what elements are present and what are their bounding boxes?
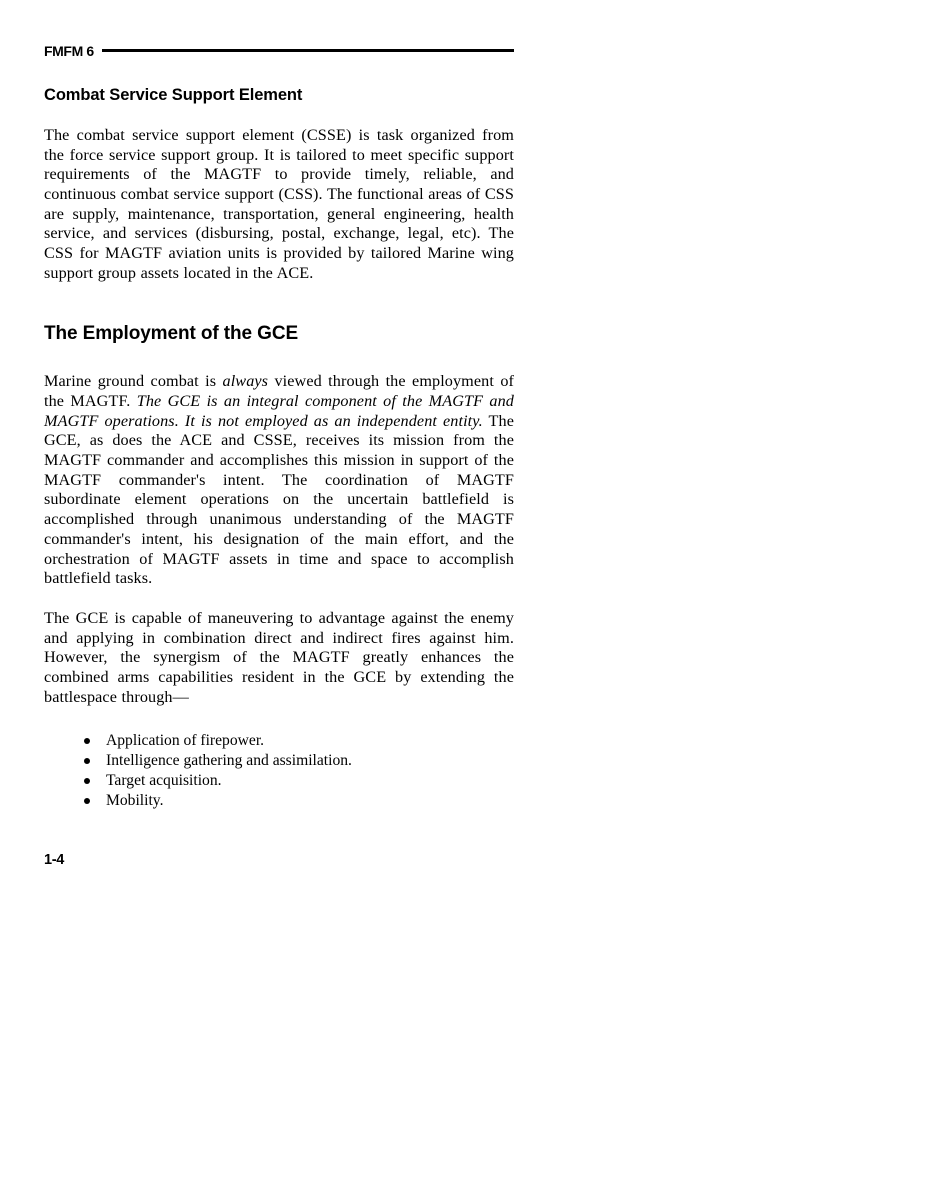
running-head <box>44 44 514 58</box>
paragraph-csse: The combat service support element (CSSE) is task organized from the force service support group. It is tailored to meet specific support requirements of the MAGTF to provide timely, reliable, and continuous combat service support (CSS). The functional areas of CSS are supply, maintenance, transportation, general engineering, health service, and services (disbursing, postal, exchange, legal, etc). The CSS for MAGTF aviation units is provided by tailored Marine wing support group assets located in the ACE. <box>44 125 514 282</box>
paragraph-gce-1-part-3: The GCE, as does the ACE and CSSE, receives its mission from the MAGTF commander and accomplishes this mission in support of the MAGTF commander's intent. The coordination of MAGTF subordinate element operations on the uncertain battlefield is accomplished through unanimous understanding of the MAGTF commander's intent, his designation of the main effort, and the orchestration of MAGTF assets in time and space to accomplish battlefield tasks. <box>44 411 514 588</box>
running-head-rule <box>102 49 514 52</box>
paragraph-gce-1 <box>44 372 514 589</box>
paragraph-gce-1-italic-2: The GCE is an integral component of the MAGTF and MAGTF operations. It is not employed as an independent entity. <box>44 391 515 430</box>
page-number: 1-4 <box>44 852 65 868</box>
paragraph-gce-1-part-2: viewed through the employment of the MAGTF. <box>44 372 514 410</box>
list-item: Intelligence gathering and assimilation. <box>84 751 514 771</box>
paragraph-gce-2: The GCE is capable of maneuvering to advantage against the enemy and applying in combination direct and indirect fires against him. However, the synergism of the MAGTF greatly enhances the combined arms capabilities resident in the GCE by extending the battlespace through— <box>44 608 514 706</box>
list-item: Mobility. <box>84 791 514 811</box>
gce-bullet-list <box>44 731 514 811</box>
list-item: Application of firepower. <box>84 731 514 751</box>
running-head-label: FMFM 6 <box>44 43 94 59</box>
paragraph-gce-1-part-1: Marine ground combat is <box>44 372 223 391</box>
section-heading-csse: Combat Service Support Element <box>44 86 303 104</box>
paragraph-gce-1-italic-1: always <box>222 372 269 391</box>
list-item: Target acquisition. <box>84 771 514 791</box>
section-heading-gce: The Employment of the GCE <box>44 323 299 345</box>
body-column <box>44 86 514 811</box>
